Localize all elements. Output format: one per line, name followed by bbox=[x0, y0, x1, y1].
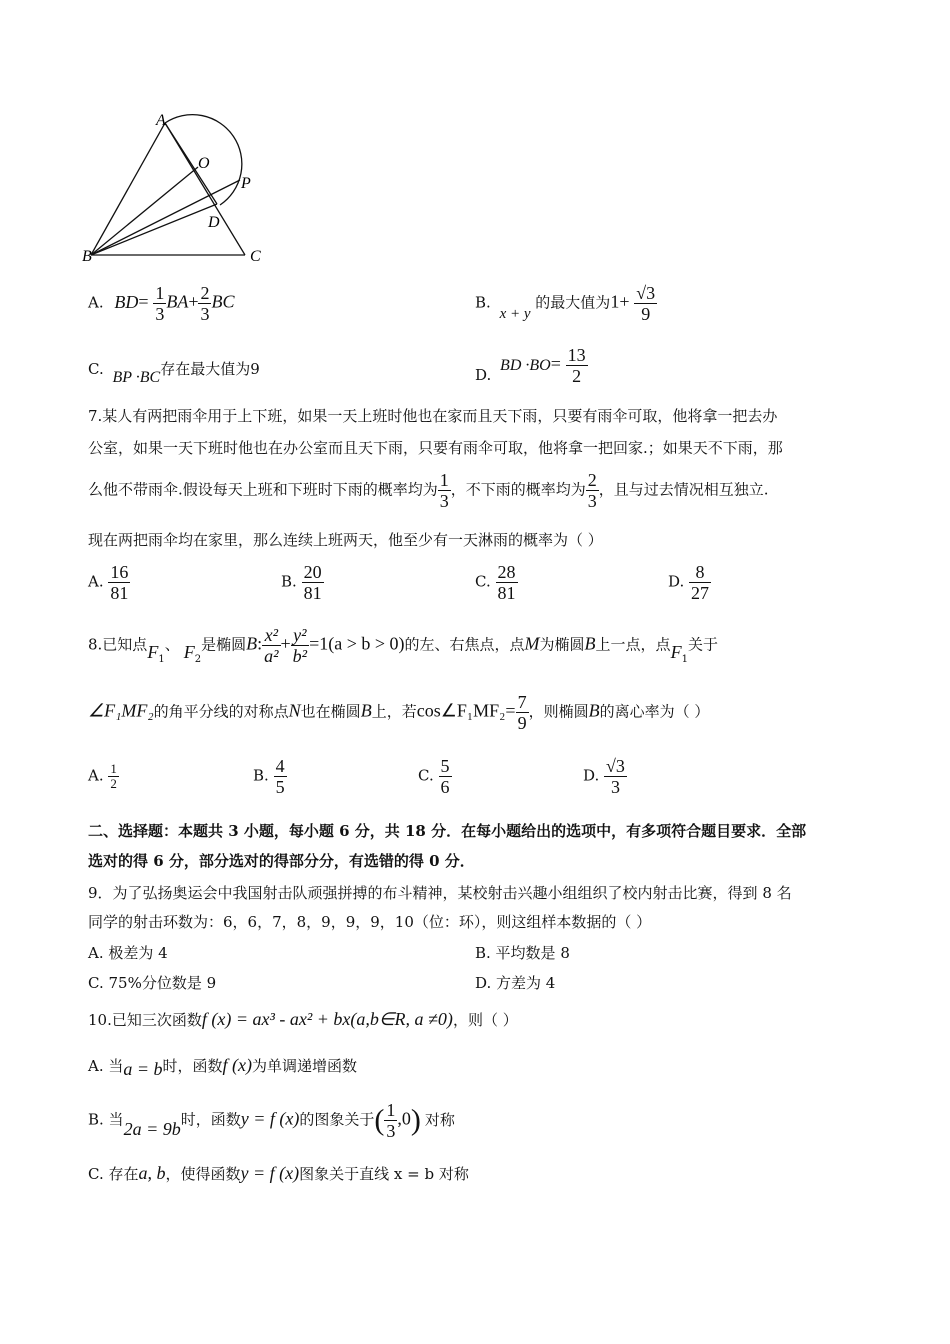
q8-option-c: C. $\frac{5}{6}$ bbox=[418, 756, 450, 797]
q7-line1: 7.某人有两把雨伞用于上下班，如果一天上班时他也在家而且天下雨，只要有雨伞可取，他将拿一把去办 bbox=[88, 407, 778, 425]
fraction: $\frac{√3}{9}$ bbox=[636, 283, 656, 324]
q6-option-c: C. BP ·BC存在最大值为9 bbox=[88, 360, 260, 386]
q10-option-c: C. 存在a, b，使得函数y = f (x)图象关于直线 x = b 对称 bbox=[88, 1163, 469, 1183]
q9-line2: 同学的射击环数为：6，6，7，8，9，9，9，10（位：环），则这组样本数据的（ ） bbox=[88, 913, 652, 931]
fraction: $\frac{2}{3}$ bbox=[200, 283, 210, 324]
q7-option-d: D. $\frac{8}{27}$ bbox=[668, 562, 710, 603]
q8-option-d: D. $\frac{√3}{3}$ bbox=[583, 756, 625, 797]
q9-line1: 9．为了弘扬奥运会中我国射击队顽强拼搏的布斗精神，某校射击兴趣小组组织了校内射击比赛，得到 8 名 bbox=[88, 884, 792, 902]
q7-option-a: A. $\frac{16}{81}$ bbox=[88, 562, 129, 603]
q7-option-c: C. $\frac{28}{81}$ bbox=[475, 562, 516, 603]
q6-option-d: D. BD ·BO= $\frac{13}{2}$ bbox=[475, 345, 586, 386]
fraction: $\frac{1}{3}$ bbox=[155, 283, 165, 324]
q7-line2: 公室，如果一天下班时他也在办公室而且天下雨，只要有雨伞可取，他将拿一把回家.；如果天不下雨，那 bbox=[88, 439, 783, 457]
q6-option-b: B. x + y 的最大值为1+ $\frac{√3}{9}$ bbox=[475, 283, 656, 324]
label-p: P bbox=[241, 175, 251, 192]
q7-line3: 么他不带雨伞.假设每天上班和下班时下雨的概率均为 $\frac{1}{3}$ ，不下雨的概率均为 $\frac{2}{3}$ ，且与过去情况相互独立. bbox=[88, 470, 769, 511]
q10-stem: 10.已知三次函数f (x) = ax³ - ax² + bx(a,b∈R, a ≠0)，则（ ） bbox=[88, 1009, 518, 1029]
section2-line1: 二、选择题：本题共 3 小题，每小题 6 分，共 18 分．在每小题给出的选项中，有多项符合题目要求．全部 bbox=[88, 822, 807, 840]
label-d: D bbox=[208, 214, 220, 231]
q10-option-a: A. 当a = b时，函数f (x)为单调递增函数 bbox=[88, 1055, 358, 1079]
fraction: $\frac{2}{3}$ bbox=[587, 470, 597, 511]
q7-line4: 现在两把雨伞均在家里，那么连续上班两天，他至少有一天淋雨的概率为（ ） bbox=[88, 531, 603, 549]
q6-option-a: A. BD= $\frac{1}{3}$ BA+ $\frac{2}{3}$ BC bbox=[88, 283, 235, 324]
label-b: B bbox=[82, 248, 92, 265]
q8-option-a: A. $\frac{1}{2}$ bbox=[88, 761, 117, 791]
geometry-figure bbox=[80, 105, 280, 285]
q8-line1: 8.已知点$F_1$、 $F_2$是椭圆B: $\frac{\text{x²}}{\text{a²}}$ + $\frac{\text{y²}}{\text{b²}}$ =1(a > b > 0)的左、右焦点，点M为椭圆B上一点，点$F_1$关于 bbox=[88, 625, 718, 666]
label-a: A bbox=[156, 112, 166, 129]
q8-line2: ∠F₁MF₂的角平分线的对称点N也在椭圆B上，若cos∠F₁MF₂= $\frac{7}{9}$ ，则椭圆B的离心率为（ ） bbox=[88, 692, 710, 733]
fraction: $\frac{13}{2}$ bbox=[567, 345, 586, 386]
q9-option-c: C. 75%分位数是 9 bbox=[88, 974, 217, 992]
section2-line2: 选对的得 6 分，部分选对的得部分分，有选错的得 0 分． bbox=[88, 852, 475, 870]
label-c: C bbox=[250, 248, 261, 265]
q8-option-b: B. $\frac{4}{5}$ bbox=[253, 756, 285, 797]
q9-option-d: D. 方差为 4 bbox=[475, 974, 556, 992]
q7-option-b: B. $\frac{20}{81}$ bbox=[281, 562, 322, 603]
q10-option-b: B. 当2a = 9b时，函数y = f (x)的图象关于( $\frac{1}{3}$ ,0) 对称 bbox=[88, 1100, 455, 1141]
q9-option-b: B. 平均数是 8 bbox=[475, 944, 570, 962]
q9-option-a: A. 极差为 4 bbox=[88, 944, 168, 962]
label-o: O bbox=[198, 155, 210, 172]
fraction: $\frac{1}{3}$ bbox=[439, 470, 449, 511]
